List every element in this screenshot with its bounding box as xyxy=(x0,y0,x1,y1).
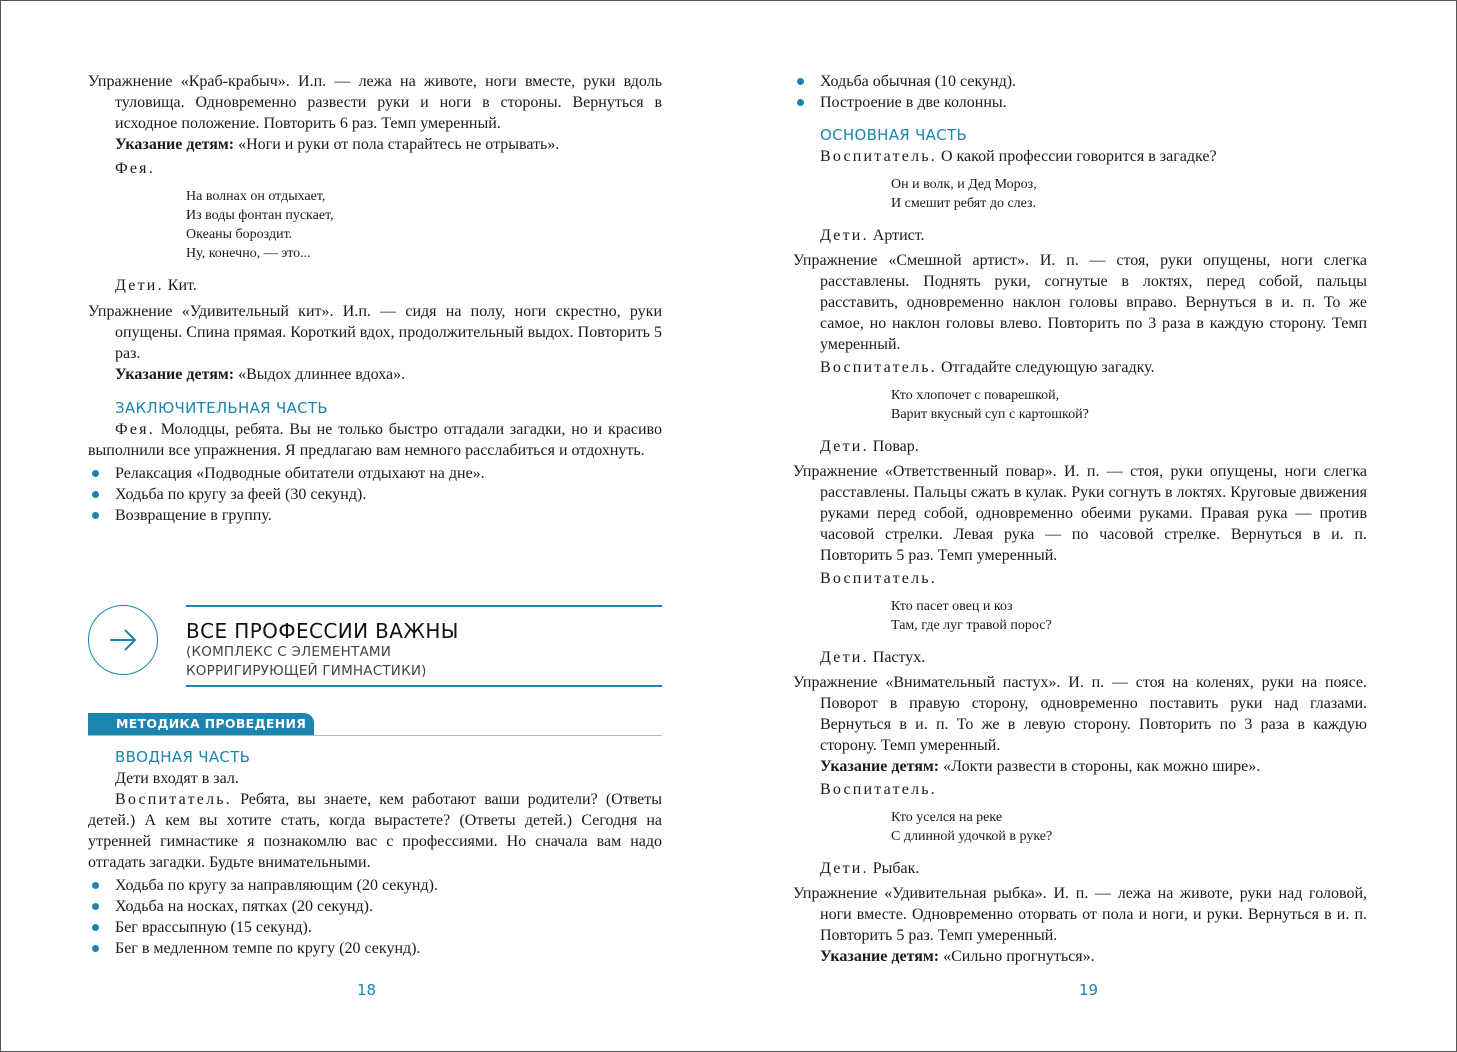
speaker-line xyxy=(793,858,1367,879)
speaker-text: Молодцы, ребята. Вы не только быстро отгадали загадки, но и красиво выполнили все упражнения. Я предлагаю вам немного расслабиться и отдохнуть. xyxy=(88,421,662,459)
list-item-text: Построение в две колонны. xyxy=(820,94,1007,111)
riddle-poem xyxy=(793,597,1367,635)
page-right xyxy=(1,1,1456,1051)
section-heading-intro: ВВОДНАЯ ЧАСТЬ xyxy=(115,748,251,766)
speaker-text: Ребята, вы знаете, кем работают ваши родители? (Ответы детей.) А кем вы хотите стать, когда вырастете? (Ответы детей.) Сегодня на утренней гимнастике я познакомлю вас с профессиями. Но сначала вам надо отгадать загадки. Будьте внимательными. xyxy=(88,791,662,871)
speaker-text: Рыбак. xyxy=(868,860,920,877)
section-heading-final: ЗАКЛЮЧИТЕЛЬНАЯ ЧАСТЬ xyxy=(115,399,328,417)
exercise-text: И.п. — лежа на животе, ноги вместе, руки вдоль туловища. Одновременно развести руки и ноги в стороны. Вернуться в исходное положение. Повторить 6 раз. Темп умеренный. xyxy=(115,73,663,132)
riddle-poem xyxy=(793,386,1367,424)
speaker-text: Артист. xyxy=(868,227,925,244)
note-label: Указание детям: xyxy=(820,758,940,775)
poem-line: Кто уселся на реке xyxy=(891,810,1003,825)
speaker-name: Дети. xyxy=(820,227,869,244)
exercise-text: И.п. — сидя на полу, ноги скрестно, руки опущены. Спина прямая. Короткий вдох, продолжительный выдох. Повторить 5 раз. xyxy=(115,303,663,362)
poem-line: С длинной удочкой в руке? xyxy=(891,829,1053,844)
poem-line: Из воды фонтан пускает, xyxy=(186,208,334,223)
riddle-poem xyxy=(793,175,1367,213)
list-item-text: Ходьба обычная (10 секунд). xyxy=(820,73,1017,90)
poem-line: И смешит ребят до слез. xyxy=(891,196,1037,211)
note-text: «Выдох длиннее вдоха». xyxy=(234,366,406,383)
note-label: Указание детям: xyxy=(820,948,940,965)
chapter-title: ВСЕ ПРОФЕССИИ ВАЖНЫ xyxy=(186,619,459,643)
poem-line: Кто пасет овец и коз xyxy=(891,599,1013,614)
poem-line: Он и волк, и Дед Мороз, xyxy=(891,177,1037,192)
right-column xyxy=(793,71,1367,967)
exercise-label: Упражнение «Смешной артист». xyxy=(793,252,1030,269)
list-item xyxy=(793,92,1367,113)
speaker-name: Дети. xyxy=(115,277,164,294)
method-tab: МЕТОДИКА ПРОВЕДЕНИЯ xyxy=(88,713,314,735)
speaker-text: Повар. xyxy=(868,438,919,455)
speaker-name: Дети. xyxy=(820,649,869,666)
speaker-line xyxy=(793,146,1367,167)
list-item-text: Ходьба на носках, пятках (20 секунд). xyxy=(115,898,373,915)
speaker-name: Фея. xyxy=(115,160,155,177)
exercise-label: Упражнение «Ответственный повар». xyxy=(793,463,1057,480)
speaker-line xyxy=(793,436,1367,457)
subtitle-line: КОРРИГИРУЮЩЕЙ ГИМНАСТИКИ) xyxy=(186,663,427,679)
poem-line: Кто хлопочет с поварешкой, xyxy=(891,388,1060,403)
exercise-label: Упражнение «Краб-крабыч». xyxy=(88,73,290,90)
exercise-text: И. п. — стоя на коленях, руки на поясе. Поворот в правую сторону, одновременно поставить руки над глазами. Вернуться в и. п. То же в левую сторону. Повторить по 3 раза в каждую сторону. Темп умеренный. xyxy=(820,674,1368,754)
exercise-artist xyxy=(793,250,1367,355)
poem-line: На волнах он отдыхает, xyxy=(186,189,326,204)
exercise-label: Упражнение «Внимательный пастух». xyxy=(793,674,1061,691)
speaker-line xyxy=(793,647,1367,668)
speaker-text: Кит. xyxy=(163,277,197,294)
speaker-name: Фея. xyxy=(115,421,155,438)
exercise-cook xyxy=(793,461,1367,566)
exercise-note xyxy=(793,946,1367,967)
speaker-line xyxy=(793,357,1367,378)
poem-line: Варит вкусный суп с картошкой? xyxy=(891,407,1089,422)
speaker-line xyxy=(793,779,1367,800)
subtitle-line: (КОМПЛЕКС С ЭЛЕМЕНТАМИ xyxy=(186,644,392,660)
exercise-text: И. п. — лежа на животе, руки над головой, ноги вместе. Одновременно оторвать от пола и ноги, и руки. Вернуться в и. п. Повторить 5 раз. Темп умеренный. xyxy=(820,885,1368,944)
list-item-text: Релаксация «Подводные обитатели отдыхают на дне». xyxy=(115,465,485,482)
exercise-label: Упражнение «Удивительный кит». xyxy=(88,303,334,320)
note-label: Указание детям: xyxy=(115,136,235,153)
exercise-fish xyxy=(793,883,1367,946)
note-text: «Локти развести в стороны, как можно шире». xyxy=(939,758,1261,775)
bullet-dot-icon xyxy=(797,78,804,85)
speaker-text: О какой профессии говорится в загадке? xyxy=(936,148,1217,165)
list-item-text: Ходьба по кругу за феей (30 секунд). xyxy=(115,486,367,503)
list-item xyxy=(793,71,1367,92)
speaker-name: Воспитатель. xyxy=(820,359,937,376)
exercise-shepherd xyxy=(793,672,1367,756)
page-number-right: 19 xyxy=(1079,981,1099,999)
speaker-name: Воспитатель. xyxy=(820,148,937,165)
note-text: «Сильно прогнуться». xyxy=(939,948,1095,965)
exercise-text: И. п. — стоя, руки опущены, ноги слегка расставлены. Поднять руки, согнутые в локтях, перед собой, пальцы расставить, одновременно наклон головы вправо. Вернуться в и. п. То же самое, но наклон головы влево. Повторить по 3 раза в каждую сторону. Темп умеренный. xyxy=(820,252,1368,353)
list-item-text: Бег врассыпную (15 секунд). xyxy=(115,919,312,936)
list-item-text: Бег в медленном темпе по кругу (20 секунд). xyxy=(115,940,421,957)
intro-line: Дети входят в зал. xyxy=(115,770,239,787)
page-number-left: 18 xyxy=(357,981,377,999)
list-item-text: Ходьба по кругу за направляющим (20 секунд). xyxy=(115,877,438,894)
poem-line: Ну, конечно, — это... xyxy=(186,246,311,261)
bullet-dot-icon xyxy=(797,99,804,106)
speaker-text: Пастух. xyxy=(868,649,926,666)
note-text: «Ноги и руки от пола старайтесь не отрывать». xyxy=(234,136,560,153)
speaker-name: Воспитатель. xyxy=(115,791,232,808)
poem-line: Океаны бороздит. xyxy=(186,227,293,242)
riddle-poem xyxy=(793,808,1367,846)
speaker-name: Воспитатель. xyxy=(820,570,937,587)
speaker-name: Дети. xyxy=(820,860,869,877)
poem-line: Там, где луг травой порос? xyxy=(891,618,1052,633)
note-label: Указание детям: xyxy=(115,366,235,383)
exercise-label: Упражнение «Удивительная рыбка». xyxy=(793,885,1047,902)
speaker-line xyxy=(793,568,1367,589)
section-heading-main: ОСНОВНАЯ ЧАСТЬ xyxy=(820,126,968,144)
exercise-text: И. п. — стоя, руки опущены, ноги слегка расставлены. Пальцы сжать в кулак. Руки согнуть в локтях. Круговые движения руками перед собой, одновременно обеими руками. Правая рука — против часовой стрелки. Левая рука — по часовой стрелке. Вернуться в и. п. Повторить 5 раз. Темп умеренный. xyxy=(820,463,1367,564)
exercise-note xyxy=(793,756,1367,777)
speaker-text: Отгадайте следующую загадку. xyxy=(936,359,1155,376)
list-item-text: Возвращение в группу. xyxy=(115,507,272,524)
speaker-line xyxy=(793,225,1367,246)
speaker-name: Дети. xyxy=(820,438,869,455)
top-list xyxy=(793,71,1367,113)
speaker-name: Воспитатель. xyxy=(820,781,937,798)
